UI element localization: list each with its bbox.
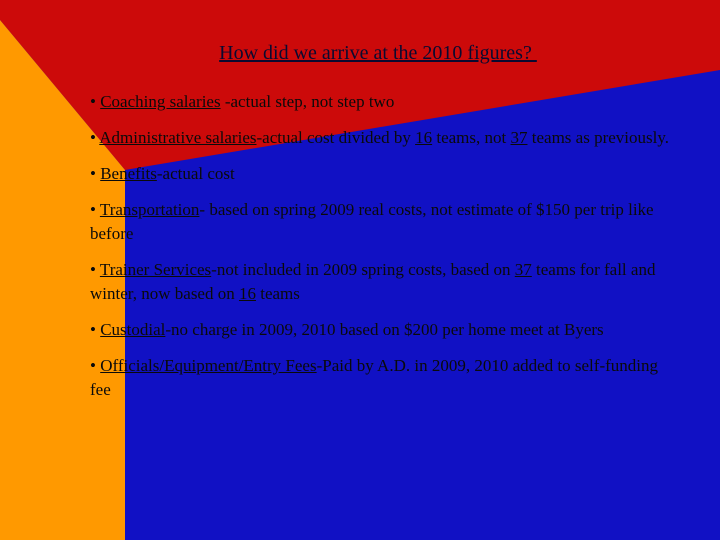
bullet-number: 16 bbox=[238, 284, 256, 303]
bullet-item bbox=[90, 90, 670, 114]
bullet-term: Transportation bbox=[99, 200, 200, 219]
bullet-number: 16 bbox=[415, 128, 433, 147]
bullet-item bbox=[90, 258, 670, 306]
bullet-marker: • bbox=[90, 128, 100, 147]
bullet-text: - based on spring 2009 real costs, not estimate of $150 per trip like before bbox=[90, 200, 654, 243]
bullet-item bbox=[90, 126, 670, 150]
bullet-term: Benefits bbox=[100, 164, 157, 183]
bullet-term: Trainer Services bbox=[99, 260, 212, 279]
bullet-item bbox=[90, 198, 670, 246]
bullet-marker: • bbox=[90, 320, 101, 339]
bullet-text: -not included in 2009 spring costs, based on bbox=[211, 260, 515, 279]
bullet-marker: • bbox=[90, 356, 101, 375]
slide-title: How did we arrive at the 2010 figures? bbox=[219, 42, 537, 64]
bullet-marker: • bbox=[90, 200, 100, 219]
bullet-marker: • bbox=[90, 164, 101, 183]
bullet-text: teams for fall and winter, now based on bbox=[90, 260, 656, 303]
bullet-text: -actual cost divided by bbox=[256, 128, 416, 147]
bullet-term: Custodial bbox=[100, 320, 166, 339]
bullet-term: Administrative salaries bbox=[99, 128, 257, 147]
bullet-text: -actual step, not step two bbox=[220, 92, 395, 111]
bullet-text: teams bbox=[255, 284, 300, 303]
bullet-item bbox=[90, 354, 670, 402]
bullet-term: Officials/Equipment/Entry Fees bbox=[100, 356, 317, 375]
bullet-number: 37 bbox=[514, 260, 532, 279]
bullet-marker: • bbox=[90, 260, 100, 279]
bullet-marker: • bbox=[90, 92, 101, 111]
bullet-text: -no charge in 2009, 2010 based on $200 per home meet at Byers bbox=[165, 320, 604, 339]
bullet-text: teams, not bbox=[432, 128, 511, 147]
bullet-number: 37 bbox=[510, 128, 528, 147]
bullet-term: Coaching salaries bbox=[100, 92, 221, 111]
bullet-text: -Paid by A.D. in 2009, 2010 added to self-funding fee bbox=[90, 356, 658, 399]
bullet-list bbox=[90, 90, 670, 414]
bullet-text: teams as previously. bbox=[527, 128, 669, 147]
bullet-item bbox=[90, 318, 670, 342]
bullet-text: -actual cost bbox=[156, 164, 235, 183]
bullet-item bbox=[90, 162, 670, 186]
